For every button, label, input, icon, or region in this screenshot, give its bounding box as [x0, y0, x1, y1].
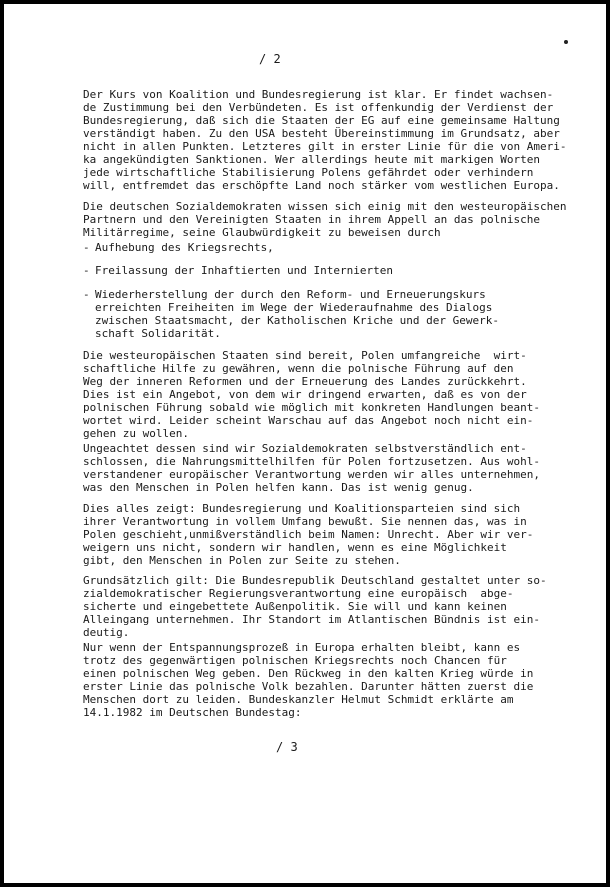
paragraph-line: sicherte und eingebettete Außenpolitik. Sie will und kann keinen [83, 600, 507, 613]
page-speck [564, 40, 568, 44]
paragraph-line: einen polnischen Weg geben. Den Rückweg in den kalten Krieg würde in [83, 667, 534, 680]
document-page [4, 4, 606, 883]
bullet-dash: - [83, 288, 90, 301]
paragraph-line: Bundesregierung, daß sich die Staaten der EG auf eine gemeinsame Haltung [83, 114, 560, 127]
page-footer-number: / 3 [276, 740, 298, 754]
paragraph-line: de Zustimmung bei den Verbündeten. Es ist offenkundig der Verdienst der [83, 101, 554, 114]
paragraph-line: deutig. [83, 626, 130, 639]
paragraph-line: gehen zu wollen. [83, 427, 189, 440]
paragraph-line: Alleingang unternehmen. Ihr Standort im Atlantischen Bündnis ist ein- [83, 613, 540, 626]
paragraph-line: Grundsätzlich gilt: Die Bundesrepublik Deutschland gestaltet unter so- [83, 574, 547, 587]
paragraph-line: ka angekündigten Sanktionen. Wer allerdings heute mit markigen Worten [83, 153, 540, 166]
paragraph-line: gibt, den Menschen in Polen zur Seite zu stehen. [83, 554, 401, 567]
bullet-dash: - [83, 241, 90, 254]
paragraph-line: Dies ist ein Angebot, von dem wir dringend erwarten, daß es von der [83, 388, 527, 401]
paragraph-line: verstandener europäischer Verantwortung werden wir alles unternehmen, [83, 468, 540, 481]
bullet-line: erreichten Freiheiten im Wege der Wiederaufnahme des Dialogs [95, 301, 493, 314]
paragraph-line: verständigt haben. Zu den USA besteht Übereinstimmung im Grundsatz, aber [83, 127, 560, 140]
bullet-line: Freilassung der Inhaftierten und Internierten [95, 264, 394, 277]
paragraph-line: ihrer Verantwortung in vollem Umfang bewußt. Sie nennen das, was in [83, 515, 527, 528]
page-header-number: / 2 [259, 52, 281, 66]
bullet-line: schaft Solidarität. [95, 327, 221, 340]
paragraph-line: was den Menschen in Polen helfen kann. Das ist wenig genug. [83, 481, 474, 494]
paragraph-line: 14.1.1982 im Deutschen Bundestag: [83, 706, 302, 719]
paragraph-line: Die westeuropäischen Staaten sind bereit, Polen umfangreiche wirt- [83, 349, 527, 362]
bullet-dash: - [83, 264, 90, 277]
paragraph-line: Polen geschieht,unmißverständlich beim Namen: Unrecht. Aber wir ver- [83, 528, 534, 541]
bullet-line: zwischen Staatsmacht, der Katholischen Kriche und der Gewerk- [95, 314, 499, 327]
paragraph-line: Ungeachtet dessen sind wir Sozialdemokraten selbstverständlich ent- [83, 442, 527, 455]
paragraph-line: Weg der inneren Reformen und der Erneuerung des Landes zurückkehrt. [83, 375, 527, 388]
paragraph-line: nicht in allen Punkten. Letzteres gilt in erster Linie für die von Ameri- [83, 140, 567, 153]
paragraph-line: Die deutschen Sozialdemokraten wissen sich einig mit den westeuropäischen [83, 200, 567, 213]
paragraph-line: schlossen, die Nahrungsmittelhilfen für Polen fortzusetzen. Aus wohl- [83, 455, 540, 468]
paragraph-line: Partnern und den Vereinigten Staaten in ihrem Appell an das polnische [83, 213, 540, 226]
paragraph-line: Militärregime, seine Glaubwürdigkeit zu beweisen durch [83, 226, 441, 239]
paragraph-line: weigern uns nicht, sondern wir handlen, wenn es eine Möglichkeit [83, 541, 507, 554]
paragraph-line: Menschen dort zu leiden. Bundeskanzler Helmut Schmidt erklärte am [83, 693, 514, 706]
paragraph-line: Nur wenn der Entspannungsprozeß in Europa erhalten bleibt, kann es [83, 641, 521, 654]
paragraph-line: trotz des gegenwärtigen polnischen Kriegsrechts noch Chancen für [83, 654, 507, 667]
bullet-line: Wiederherstellung der durch den Reform- und Erneuerungskurs [95, 288, 486, 301]
paragraph-line: will, entfremdet das erschöpfte Land noch stärker vom westlichen Europa. [83, 179, 560, 192]
paragraph-line: schaftliche Hilfe zu gewähren, wenn die polnische Führung auf den [83, 362, 514, 375]
paragraph-line: wortet wird. Leider scheint Warschau auf das Angebot noch nicht ein- [83, 414, 534, 427]
bullet-line: Aufhebung des Kriegsrechts, [95, 241, 274, 254]
paragraph-line: erster Linie das polnische Volk bezahlen. Darunter hätten zuerst die [83, 680, 534, 693]
paragraph-line: jede wirtschaftliche Stabilisierung Polens gefährdet oder verhindern [83, 166, 534, 179]
paragraph-line: Dies alles zeigt: Bundesregierung und Koalitionsparteien sind sich [83, 502, 521, 515]
paragraph-line: polnischen Führung sobald wie möglich mit konkreten Handlungen beant- [83, 401, 540, 414]
paragraph-line: zialdemokratischer Regierungsverantwortung eine europäisch abge- [83, 587, 514, 600]
paragraph-line: Der Kurs von Koalition und Bundesregierung ist klar. Er findet wachsen- [83, 88, 554, 101]
